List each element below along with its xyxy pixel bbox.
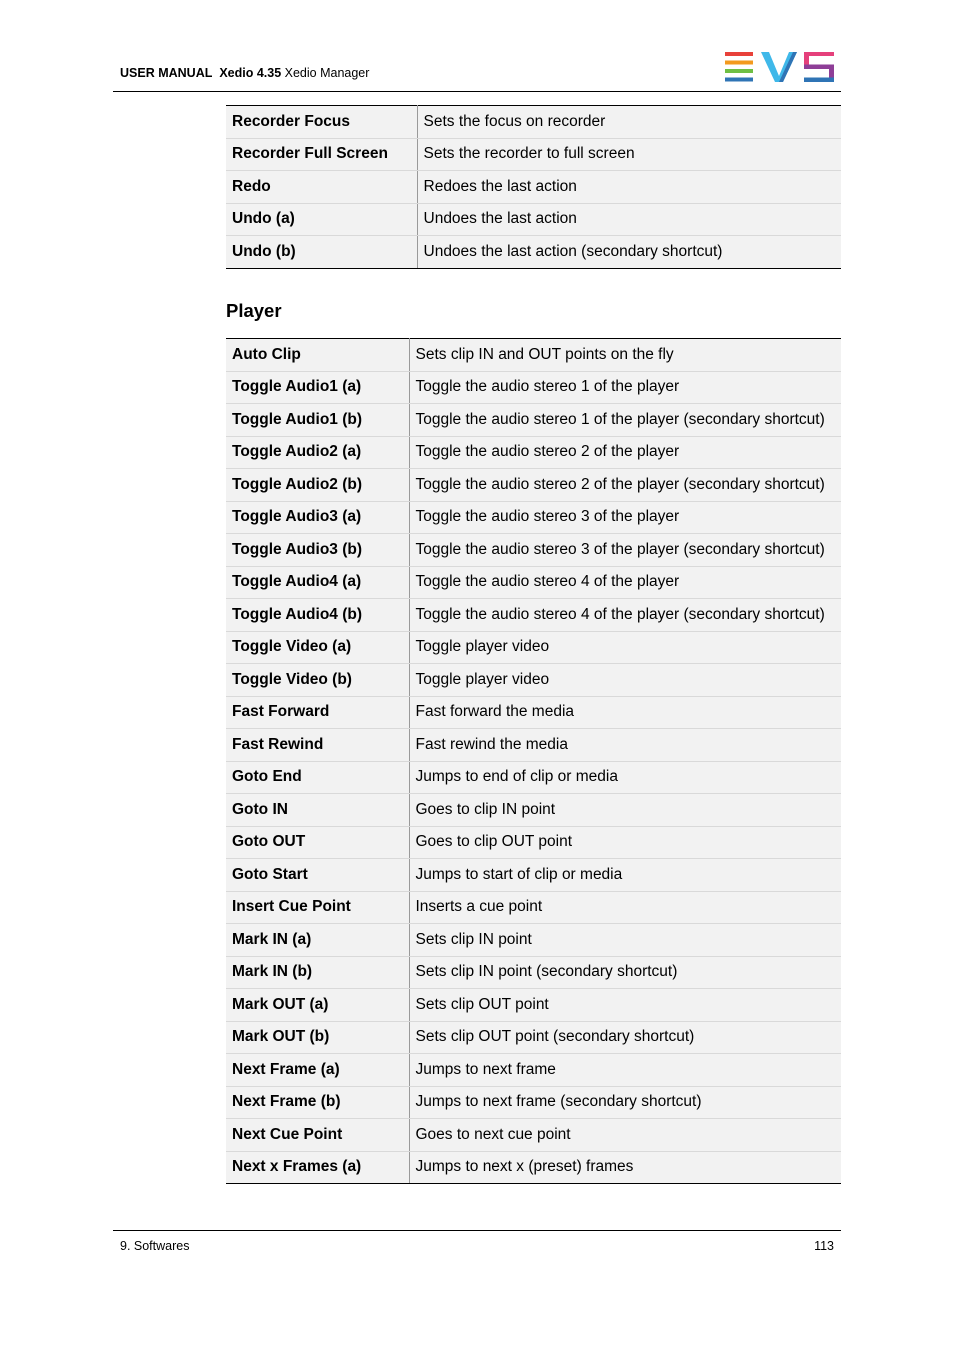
shortcut-description: Toggle the audio stereo 4 of the player (409, 566, 841, 599)
table-row (226, 761, 841, 794)
table-row (226, 989, 841, 1022)
table-row (226, 664, 841, 697)
shortcut-description: Goes to next cue point (409, 1119, 841, 1152)
header-module: Xedio Manager (284, 66, 370, 80)
shortcut-name: Fast Rewind (226, 729, 409, 762)
shortcut-description: Sets clip IN and OUT points on the fly (409, 339, 841, 372)
shortcut-description: Jumps to next frame (409, 1054, 841, 1087)
shortcut-description: Jumps to end of clip or media (409, 761, 841, 794)
shortcut-description: Toggle player video (409, 631, 841, 664)
section-title-player: Player (226, 300, 282, 321)
shortcut-name: Next x Frames (a) (226, 1151, 409, 1184)
player-shortcuts-body (226, 339, 841, 1184)
shortcut-description: Goes to clip IN point (409, 794, 841, 827)
table-row (226, 956, 841, 989)
shortcut-name: Fast Forward (226, 696, 409, 729)
shortcut-description: Inserts a cue point (409, 891, 841, 924)
shortcut-description: Toggle the audio stereo 3 of the player (secondary shortcut) (409, 534, 841, 567)
shortcut-description: Sets the recorder to full screen (417, 138, 841, 171)
shortcut-name: Toggle Audio4 (b) (226, 599, 409, 632)
table-row (226, 859, 841, 892)
table-row (226, 1021, 841, 1054)
shortcut-description: Goes to clip OUT point (409, 826, 841, 859)
shortcut-description: Sets the focus on recorder (417, 106, 841, 139)
evs-logo (725, 52, 835, 82)
footer-section: 9. Softwares (120, 1239, 190, 1253)
shortcut-description: Toggle player video (409, 664, 841, 697)
shortcut-description: Undoes the last action (417, 203, 841, 236)
shortcut-description: Sets clip IN point (409, 924, 841, 957)
shortcut-name: Toggle Audio2 (a) (226, 436, 409, 469)
table-row (226, 794, 841, 827)
page-header (113, 0, 841, 92)
header-product: Xedio 4.35 (219, 66, 282, 80)
table-row (226, 106, 841, 139)
logo-e-bar-2 (725, 61, 753, 65)
table-row (226, 1151, 841, 1184)
shortcut-description: Undoes the last action (secondary shortcut) (417, 236, 841, 269)
table-row (226, 729, 841, 762)
shortcut-name: Next Frame (a) (226, 1054, 409, 1087)
shortcut-name: Goto OUT (226, 826, 409, 859)
shortcut-description: Fast rewind the media (409, 729, 841, 762)
table-row (226, 631, 841, 664)
header-text (120, 66, 369, 80)
shortcut-name: Next Cue Point (226, 1119, 409, 1152)
shortcut-description: Toggle the audio stereo 3 of the player (409, 501, 841, 534)
shortcut-name: Recorder Full Screen (226, 138, 417, 171)
logo-e-bar-3 (725, 69, 753, 73)
shortcut-name: Goto IN (226, 794, 409, 827)
shortcut-name: Goto End (226, 761, 409, 794)
shortcut-description: Jumps to start of clip or media (409, 859, 841, 892)
shortcut-name: Undo (a) (226, 203, 417, 236)
shortcut-name: Toggle Audio1 (b) (226, 404, 409, 437)
logo-e-bar-1 (725, 52, 753, 56)
table-row (226, 436, 841, 469)
recorder-shortcuts-table (226, 105, 841, 269)
shortcut-name: Mark OUT (b) (226, 1021, 409, 1054)
shortcut-description: Sets clip IN point (secondary shortcut) (409, 956, 841, 989)
table-row (226, 1119, 841, 1152)
table-row (226, 566, 841, 599)
table-row (226, 501, 841, 534)
shortcut-name: Redo (226, 171, 417, 204)
shortcut-description: Toggle the audio stereo 2 of the player (409, 436, 841, 469)
table-row (226, 1054, 841, 1087)
shortcut-description: Jumps to next frame (secondary shortcut) (409, 1086, 841, 1119)
table-row (226, 339, 841, 372)
shortcut-name: Goto Start (226, 859, 409, 892)
table-row (226, 371, 841, 404)
shortcut-description: Toggle the audio stereo 4 of the player (secondary shortcut) (409, 599, 841, 632)
shortcut-description: Toggle the audio stereo 2 of the player (secondary shortcut) (409, 469, 841, 502)
table-row (226, 203, 841, 236)
player-shortcuts-table (226, 338, 841, 1184)
shortcut-name: Toggle Audio3 (a) (226, 501, 409, 534)
shortcut-description: Toggle the audio stereo 1 of the player (409, 371, 841, 404)
shortcut-description: Jumps to next x (preset) frames (409, 1151, 841, 1184)
header-manual: USER MANUAL (120, 66, 213, 80)
recorder-shortcuts-body (226, 106, 841, 269)
shortcut-name: Auto Clip (226, 339, 409, 372)
page-number: 113 (814, 1239, 834, 1253)
shortcut-description: Sets clip OUT point (409, 989, 841, 1022)
shortcut-name: Toggle Audio1 (a) (226, 371, 409, 404)
table-row (226, 534, 841, 567)
table-row (226, 236, 841, 269)
shortcut-name: Toggle Audio3 (b) (226, 534, 409, 567)
shortcut-name: Toggle Audio4 (a) (226, 566, 409, 599)
table-row (226, 138, 841, 171)
table-row (226, 924, 841, 957)
shortcut-name: Next Frame (b) (226, 1086, 409, 1119)
table-row (226, 404, 841, 437)
shortcut-description: Fast forward the media (409, 696, 841, 729)
shortcut-description: Sets clip OUT point (secondary shortcut) (409, 1021, 841, 1054)
shortcut-name: Mark OUT (a) (226, 989, 409, 1022)
logo-s-bottom (804, 78, 834, 83)
page-footer (113, 1230, 841, 1253)
logo-e-bar-4 (725, 78, 753, 82)
shortcut-name: Undo (b) (226, 236, 417, 269)
shortcut-name: Recorder Focus (226, 106, 417, 139)
table-row (226, 696, 841, 729)
shortcut-name: Toggle Video (a) (226, 631, 409, 664)
shortcut-name: Insert Cue Point (226, 891, 409, 924)
shortcut-name: Toggle Video (b) (226, 664, 409, 697)
table-row (226, 1086, 841, 1119)
table-row (226, 171, 841, 204)
shortcut-description: Redoes the last action (417, 171, 841, 204)
shortcut-name: Mark IN (b) (226, 956, 409, 989)
shortcut-name: Mark IN (a) (226, 924, 409, 957)
table-row (226, 469, 841, 502)
table-row (226, 599, 841, 632)
shortcut-name: Toggle Audio2 (b) (226, 469, 409, 502)
table-row (226, 891, 841, 924)
shortcut-description: Toggle the audio stereo 1 of the player (secondary shortcut) (409, 404, 841, 437)
table-row (226, 826, 841, 859)
